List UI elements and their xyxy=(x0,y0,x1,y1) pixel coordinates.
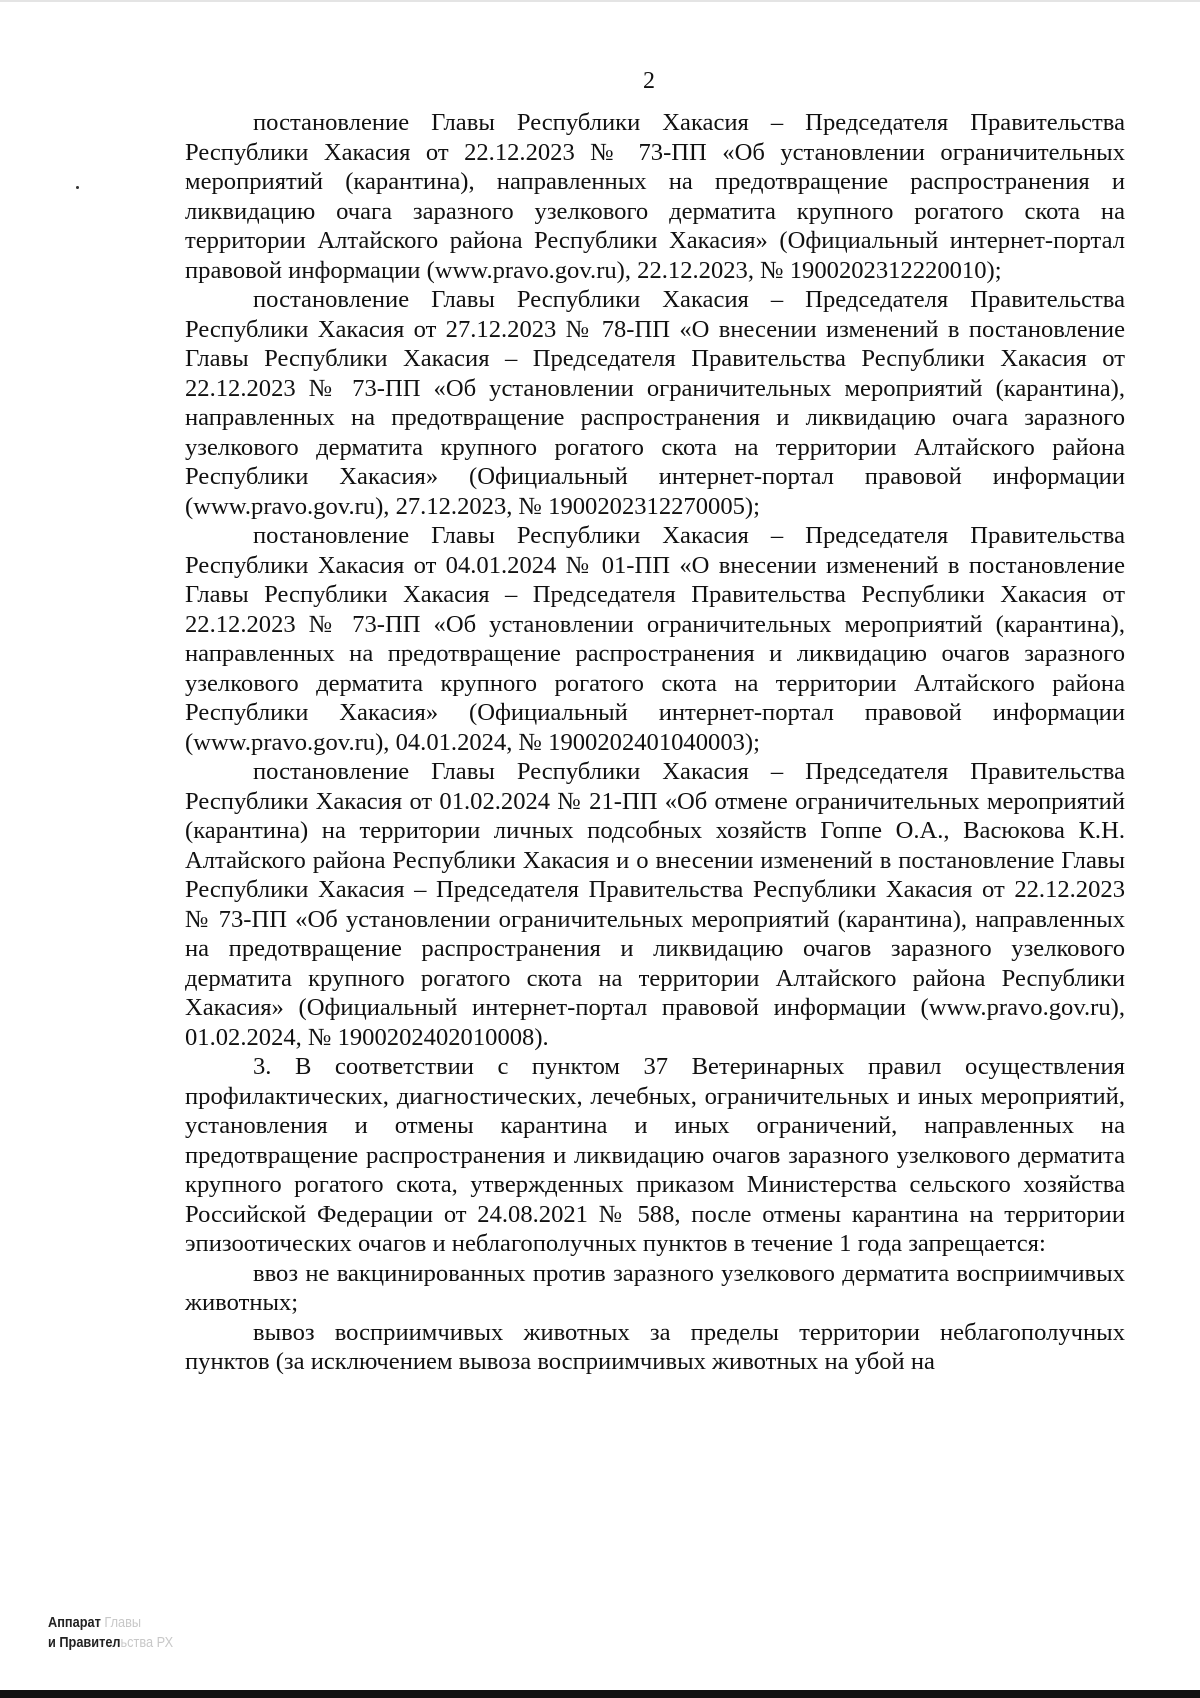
paragraph-resolution-73pp: постановление Главы Республики Хакасия – Председателя Правительства Республики Хакасия от 22.12.2023 № 73-ПП «Об установлении ограничительных мероприятий (карантина), направленных на предотвращение распространения и ликвидацию очага заразного узелкового дерматита крупного рогатого скота на территории Алтайского района Республики Хакасия» (Официальный интернет-портал правовой информации (www.pravo.gov.ru), 22.12.2023, № 1900202312220010); xyxy=(185,109,1125,284)
paragraph-import-ban: ввоз не вакцинированных против заразного узелкового дерматита восприимчивых животных; xyxy=(185,1259,1125,1316)
scan-top-edge xyxy=(0,0,1200,2)
stamp-line-1: Аппарат Главы xyxy=(48,1614,142,1631)
paragraph-resolution-01pp: постановление Главы Республики Хакасия – Председателя Правительства Республики Хакасия от 04.01.2024 № 01-ПП «О внесении изменений в постановление Главы Республики Хакасия – Председателя Правительства Республики Хакасия от 22.12.2023 № 73-ПП «Об установлении ограничительных мероприятий (карантина), направленных на предотвращение распространения и ликвидацию очагов заразного узелкового дерматита крупного рогатого скота на территории Алтайского района Республики Хакасия» (Официальный интернет-портал правовой информации (www.pravo.gov.ru), 04.01.2024, № 1900202401040003); xyxy=(185,522,1125,756)
paragraph-export-ban: вывоз восприимчивых животных за пределы территории неблагополучных пунктов (за исключением вывоза восприимчивых животных на убой на xyxy=(185,1318,1125,1375)
page-number: 2 xyxy=(643,68,655,94)
paragraph-resolution-78pp: постановление Главы Республики Хакасия – Председателя Правительства Республики Хакасия от 27.12.2023 № 78-ПП «О внесении изменений в постановление Главы Республики Хакасия – Председателя Правительства Республики Хакасия от 22.12.2023 № 73-ПП «Об установлении ограничительных мероприятий (карантина), направленных на предотвращение распространения и ликвидацию очага заразного узелкового дерматита крупного рогатого скота на территории Алтайского района Республики Хакасия» (Официальный интернет-портал правовой информации (www.pravo.gov.ru), 27.12.2023, № 1900202312270005); xyxy=(185,286,1125,520)
scan-bottom-edge xyxy=(0,1690,1200,1698)
office-stamp xyxy=(48,1613,173,1653)
scan-speck xyxy=(76,186,79,189)
document-body xyxy=(185,108,1125,1377)
paragraph-resolution-21pp: постановление Главы Республики Хакасия – Председателя Правительства Республики Хакасия от 01.02.2024 № 21-ПП «Об отмене ограничительных мероприятий (карантина) на территории личных подсобных хозяйств Гоппе О.А., Васюкова К.Н. Алтайского района Республики Хакасия и о внесении изменений в постановление Главы Республики Хакасия – Председателя Правительства Республики Хакасия от 22.12.2023 № 73-ПП «Об установлении ограничительных мероприятий (карантина), направленных на предотвращение распространения и ликвидацию очагов заразного узелкового дерматита крупного рогатого скота на территории Алтайского района Республики Хакасия» (Официальный интернет-портал правовой информации (www.pravo.gov.ru), 01.02.2024, № 1900202402010008). xyxy=(185,758,1125,1051)
stamp-line-2: и Правительства РХ xyxy=(48,1634,174,1651)
paragraph-item-3: 3. В соответствии с пунктом 37 Ветеринарных правил осуществления профилактических, диагностических, лечебных, ограничительных и иных мероприятий, установления и отмены карантина и иных ограничений, направленных на предотвращение распространения и ликвидацию очагов заразного узелкового дерматита крупного рогатого скота, утвержденных приказом Министерства сельского хозяйства Российской Федерации от 24.08.2021 № 588, после отмены карантина на территории эпизоотических очагов и неблагополучных пунктов в течение 1 года запрещается: xyxy=(185,1053,1125,1257)
